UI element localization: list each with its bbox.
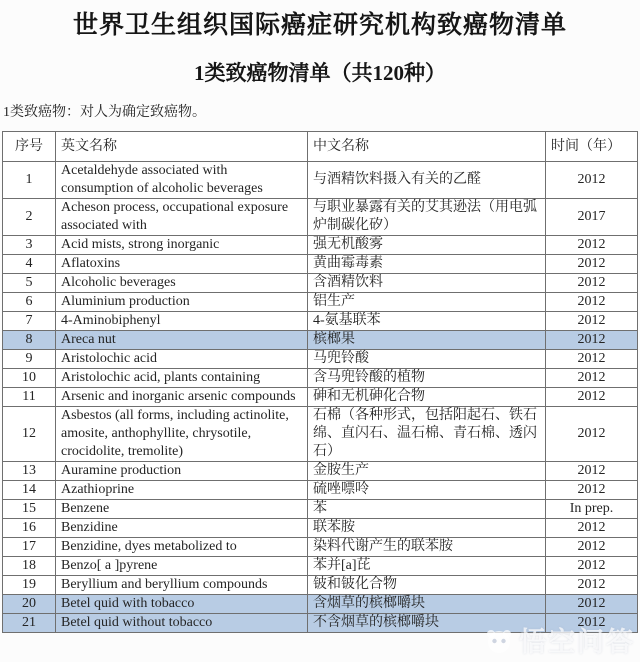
cell-index: 10 xyxy=(3,369,56,388)
cell-index: 17 xyxy=(3,538,56,557)
cell-year: 2012 xyxy=(546,331,638,350)
cell-index: 20 xyxy=(3,595,56,614)
cell-english-name: Benzidine, dyes metabolized to xyxy=(56,538,308,557)
cell-year: 2012 xyxy=(546,293,638,312)
cell-english-name: 4-Aminobiphenyl xyxy=(56,312,308,331)
cell-index: 11 xyxy=(3,388,56,407)
cell-year: 2012 xyxy=(546,614,638,633)
cell-year: 2012 xyxy=(546,255,638,274)
cell-chinese-name: 金胺生产 xyxy=(308,462,546,481)
cell-index: 2 xyxy=(3,199,56,236)
table-row xyxy=(3,255,638,274)
cell-index: 15 xyxy=(3,500,56,519)
cell-year: 2012 xyxy=(546,481,638,500)
cell-year: 2012 xyxy=(546,350,638,369)
cell-chinese-name: 硫唑嘌呤 xyxy=(308,481,546,500)
page-subtitle: 1类致癌物清单（共120种） xyxy=(194,61,446,85)
table-row xyxy=(3,199,638,236)
table-row xyxy=(3,462,638,481)
table-row xyxy=(3,538,638,557)
cell-english-name: Aluminium production xyxy=(56,293,308,312)
cell-english-name: Areca nut xyxy=(56,331,308,350)
cell-index: 18 xyxy=(3,557,56,576)
table-row xyxy=(3,500,638,519)
cell-year: 2012 xyxy=(546,274,638,293)
table-row xyxy=(3,312,638,331)
table-row xyxy=(3,407,638,462)
cell-index: 14 xyxy=(3,481,56,500)
cell-chinese-name: 含马兜铃酸的植物 xyxy=(308,369,546,388)
cell-chinese-name: 含酒精饮料 xyxy=(308,274,546,293)
table-row xyxy=(3,557,638,576)
cell-index: 4 xyxy=(3,255,56,274)
table-row xyxy=(3,369,638,388)
cell-english-name: Acid mists, strong inorganic xyxy=(56,236,308,255)
cell-year: 2012 xyxy=(546,595,638,614)
cell-english-name: Auramine production xyxy=(56,462,308,481)
cell-chinese-name: 不含烟草的槟榔嚼块 xyxy=(308,614,546,633)
cell-year: 2012 xyxy=(546,236,638,255)
table-header-row xyxy=(3,132,638,162)
cell-english-name: Aristolochic acid xyxy=(56,350,308,369)
column-header-chinese-name: 中文名称 xyxy=(308,132,546,162)
table-row xyxy=(3,519,638,538)
cell-english-name: Asbestos (all forms, including actinolite, amosite, anthophyllite, chrysotile, crocidolite, tremolite) xyxy=(56,407,308,462)
cell-chinese-name: 4-氨基联苯 xyxy=(308,312,546,331)
table-row xyxy=(3,481,638,500)
cell-chinese-name: 苯 xyxy=(308,500,546,519)
cell-english-name: Aristolochic acid, plants containing xyxy=(56,369,308,388)
cell-year: 2017 xyxy=(546,199,638,236)
cell-year: In prep. xyxy=(546,500,638,519)
cell-english-name: Alcoholic beverages xyxy=(56,274,308,293)
table-row xyxy=(3,274,638,293)
column-header-index: 序号 xyxy=(3,132,56,162)
cell-chinese-name: 砷和无机砷化合物 xyxy=(308,388,546,407)
cell-english-name: Beryllium and beryllium compounds xyxy=(56,576,308,595)
cell-year: 2012 xyxy=(546,576,638,595)
cell-english-name: Arsenic and inorganic arsenic compounds xyxy=(56,388,308,407)
cell-english-name: Acetaldehyde associated with consumption of alcoholic beverages xyxy=(56,162,308,199)
cell-index: 16 xyxy=(3,519,56,538)
watermark-text: 悟空问答 xyxy=(519,627,635,657)
cell-chinese-name: 与酒精饮料摄入有关的乙醛 xyxy=(308,162,546,199)
cell-chinese-name: 强无机酸雾 xyxy=(308,236,546,255)
cell-year: 2012 xyxy=(546,312,638,331)
cell-index: 8 xyxy=(3,331,56,350)
cell-year: 2012 xyxy=(546,407,638,462)
cell-english-name: Benzidine xyxy=(56,519,308,538)
cell-english-name: Azathioprine xyxy=(56,481,308,500)
cell-index: 21 xyxy=(3,614,56,633)
carcinogen-table xyxy=(2,131,638,633)
cell-year: 2012 xyxy=(546,388,638,407)
cell-year: 2012 xyxy=(546,557,638,576)
cell-year: 2012 xyxy=(546,162,638,199)
cell-index: 9 xyxy=(3,350,56,369)
cell-chinese-name: 马兜铃酸 xyxy=(308,350,546,369)
cell-chinese-name: 黄曲霉毒素 xyxy=(308,255,546,274)
table-row xyxy=(3,236,638,255)
cell-chinese-name: 铍和铍化合物 xyxy=(308,576,546,595)
table-row xyxy=(3,388,638,407)
cell-chinese-name: 铝生产 xyxy=(308,293,546,312)
cell-chinese-name: 联苯胺 xyxy=(308,519,546,538)
cell-english-name: Acheson process, occupational exposure associated with xyxy=(56,199,308,236)
cell-chinese-name: 槟榔果 xyxy=(308,331,546,350)
cell-index: 7 xyxy=(3,312,56,331)
cell-index: 1 xyxy=(3,162,56,199)
table-row xyxy=(3,576,638,595)
cell-chinese-name: 与职业暴露有关的艾其逊法（用电弧炉制碳化矽） xyxy=(308,199,546,236)
cell-english-name: Benzene xyxy=(56,500,308,519)
table-row xyxy=(3,162,638,199)
page-title: 世界卫生组织国际癌症研究机构致癌物清单 xyxy=(72,12,567,39)
cell-chinese-name: 石棉（各种形式，包括阳起石、铁石绵、直闪石、温石棉、青石棉、透闪石） xyxy=(308,407,546,462)
table-row xyxy=(3,614,638,633)
cell-english-name: Aflatoxins xyxy=(56,255,308,274)
column-header-english-name: 英文名称 xyxy=(56,132,308,162)
cell-english-name: Betel quid without tobacco xyxy=(56,614,308,633)
cell-year: 2012 xyxy=(546,538,638,557)
column-header-year: 时间（年） xyxy=(546,132,638,162)
cell-index: 12 xyxy=(3,407,56,462)
table-row xyxy=(3,595,638,614)
cell-chinese-name: 含烟草的槟榔嚼块 xyxy=(308,595,546,614)
category-note: 1类致癌物：对人为确定致癌物。 xyxy=(3,105,206,120)
table-row xyxy=(3,293,638,312)
table-row xyxy=(3,331,638,350)
cell-index: 19 xyxy=(3,576,56,595)
cell-year: 2012 xyxy=(546,369,638,388)
cell-chinese-name: 染料代谢产生的联苯胺 xyxy=(308,538,546,557)
cell-index: 6 xyxy=(3,293,56,312)
cell-chinese-name: 苯并[a]芘 xyxy=(308,557,546,576)
cell-year: 2012 xyxy=(546,462,638,481)
cell-index: 3 xyxy=(3,236,56,255)
cell-english-name: Betel quid with tobacco xyxy=(56,595,308,614)
cell-index: 5 xyxy=(3,274,56,293)
table-row xyxy=(3,350,638,369)
cell-english-name: Benzo[ a ]pyrene xyxy=(56,557,308,576)
cell-index: 13 xyxy=(3,462,56,481)
cell-year: 2012 xyxy=(546,519,638,538)
